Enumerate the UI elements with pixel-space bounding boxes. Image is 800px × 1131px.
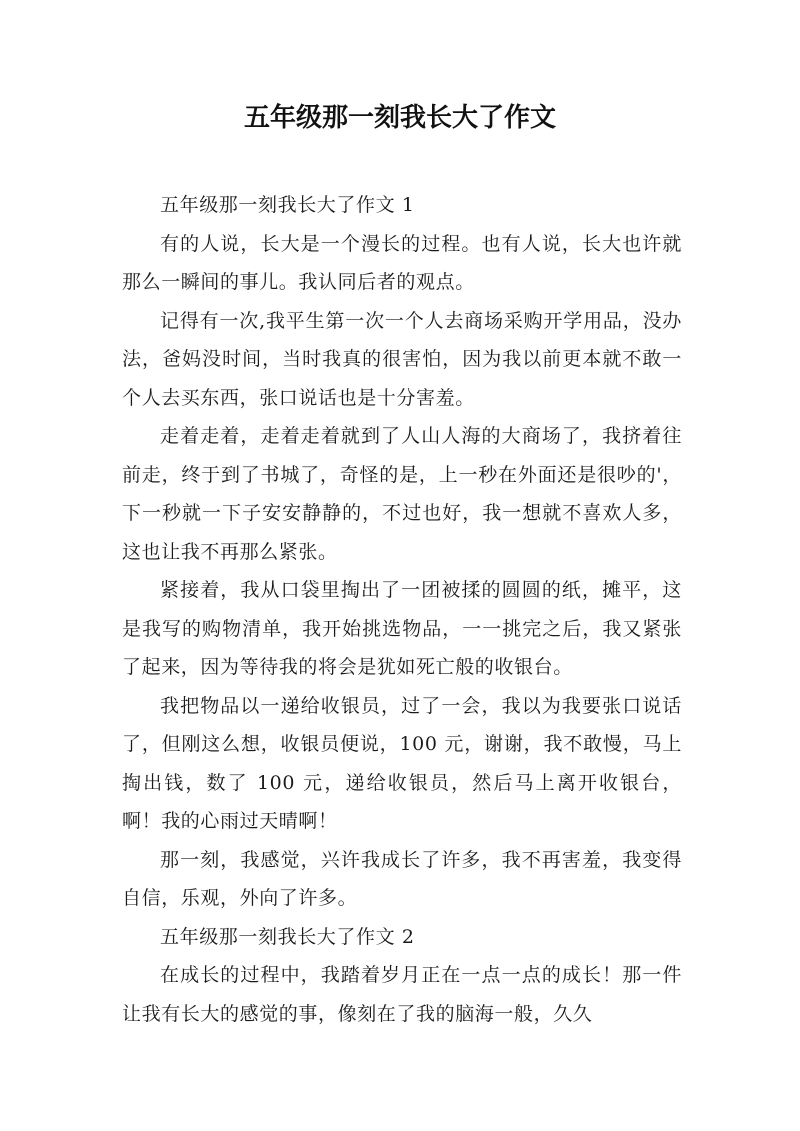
paragraph: 记得有一次,我平生第一次一个人去商场采购开学用品，没办法，爸妈没时间，当时我真的很害怕，因为我以前更本就不敢一个人去买东西，张口说话也是十分害羞。 — [122, 309, 682, 409]
paragraph: 在成长的过程中，我踏着岁月正在一点一点的成长！那一件让我有长大的感觉的事，像刻在了我的脑海一般，久久 — [122, 964, 682, 1025]
paragraph: 走着走着，走着走着就到了人山人海的大商场了，我挤着往前走，终于到了书城了，奇怪的是，上一秒在外面还是很吵的'，下一秒就一下子安安静静的，不过也好，我一想就不喜欢人多，这也让我不再那么紧张。 — [122, 425, 682, 563]
paragraph: 五年级那一刻我长大了作文 1 — [160, 194, 415, 216]
paragraph: 我把物品以一递给收银员，过了一会，我以为我要张口说话了，但刚这么想，收银员便说，100 元，谢谢，我不敢慢，马上掏出钱，数了 100 元，递给收银员，然后马上离开收银台，啊！我的心雨过天晴啊！ — [122, 694, 682, 832]
paragraph: 那一刻，我感觉，兴许我成长了许多，我不再害羞，我变得自信，乐观，外向了许多。 — [122, 848, 682, 909]
paragraph: 五年级那一刻我长大了作文 2 — [160, 925, 415, 948]
paragraph: 有的人说，长大是一个漫长的过程。也有人说，长大也许就那么一瞬间的事儿。我认同后者的观点。 — [122, 232, 682, 293]
document-body — [122, 186, 682, 1033]
paragraph: 紧接着，我从口袋里掏出了一团被揉的圆圆的纸，摊平，这是我写的购物清单，我开始挑选物品，一一挑完之后，我又紧张了起来，因为等待我的将会是犹如死亡般的收银台。 — [122, 579, 682, 678]
document-title: 五年级那一刻我长大了作文 — [243, 103, 556, 133]
